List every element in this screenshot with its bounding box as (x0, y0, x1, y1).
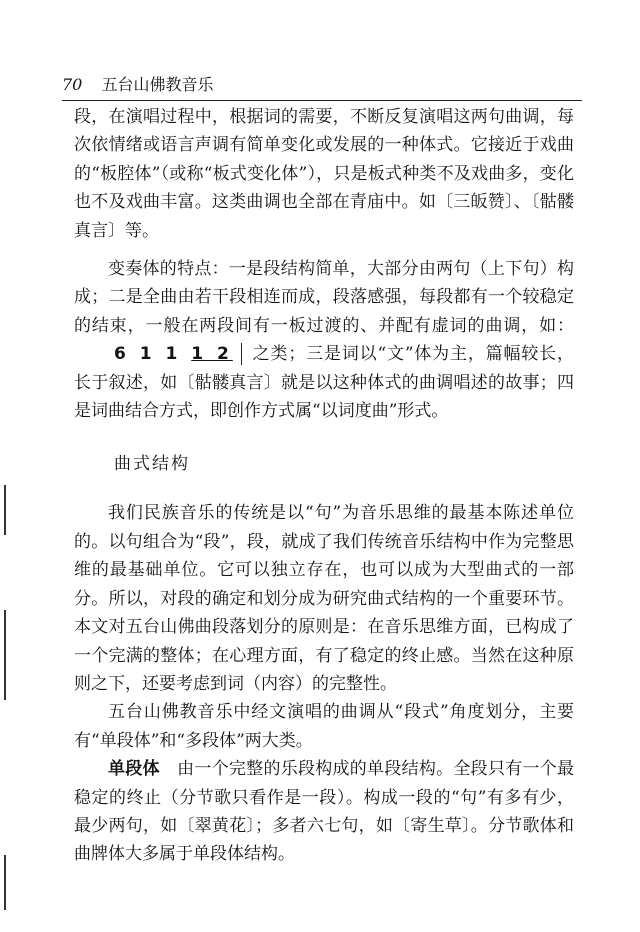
running-header (62, 74, 582, 101)
scan-edge-mark (4, 855, 6, 910)
book-title: 五台山佛教音乐 (101, 75, 214, 94)
paragraph-3: 我们民族音乐的传统是以“句”为音乐思维的最基本陈述单位的。以句组合为“段”，段，就成了我们传统音乐结构中作为完整思维的最基础单位。它可以独立存在，也可以成为大型曲式的一部分。所以，对段的确定和划分成为研究曲式结构的一个重要环节。本文对五台山佛曲段落划分的原则是：在音乐思维方面，已构成了一个完满的整体；在心理方面，有了稳定的终止感。当然在这种原则之下，还要考虑到词（内容）的完整性。 (74, 503, 574, 694)
paragraph-4: 五台山佛教音乐中经文演唱的曲调从“段式”角度划分，主要有“单段体”和“多段体”两大类。 (74, 702, 574, 751)
scan-edge-mark (4, 485, 6, 535)
paragraph-5 (74, 755, 574, 869)
notation-underlined: 1 2 (191, 344, 233, 365)
body-text (74, 103, 574, 869)
paragraph-2-part-b: 之类；三是词以“文”体为主，篇幅较长，长于叙述，如〔骷髅真言〕就是以这种体式的曲调唱述的故事；四是词曲结合方式，即创作方式属“以词度曲”形式。 (74, 344, 574, 422)
paragraph-2-part-a: 变奏体的特点：一是段结构简单，大部分由两句（上下句）构成；二是全曲由若干段相连而成，段落感强，每段都有一个较稳定的结束，一般在两段间有一板过渡的、并配有虚词的曲调，如： (74, 259, 574, 336)
section-title: 曲式结构 (114, 454, 190, 475)
paragraph-1: 段，在演唱过程中，根据词的需要，不断反复演唱这两句曲调，每次依情绪或语言声调有简单变化或发展的一种体式。它接近于戏曲的“板腔体”（或称“板式变化体”），只是板式种类不及戏曲多，变化也不及戏曲丰富。这类曲调也全部在青庙中。如〔三皈赞〕、〔骷髅真言〕等。 (74, 107, 574, 241)
paragraph-2 (74, 255, 574, 425)
jianpu-notation (80, 343, 242, 365)
page-number: 70 (62, 75, 83, 94)
paragraph-5-text: 由一个完整的乐段构成的单段结构。全段只有一个最稳定的终止（分节歌只看作是一段）。构成一段的“句”有多有少，最少两句，如〔翠黄花〕；多者六七句，如〔寄生草〕。分节歌体和曲牌体大多属于单段体结构。 (74, 759, 575, 865)
term-single-section: 单段体 (108, 759, 160, 780)
notation-plain: 6 1 1 (114, 344, 182, 365)
scan-edge-mark (4, 610, 6, 700)
